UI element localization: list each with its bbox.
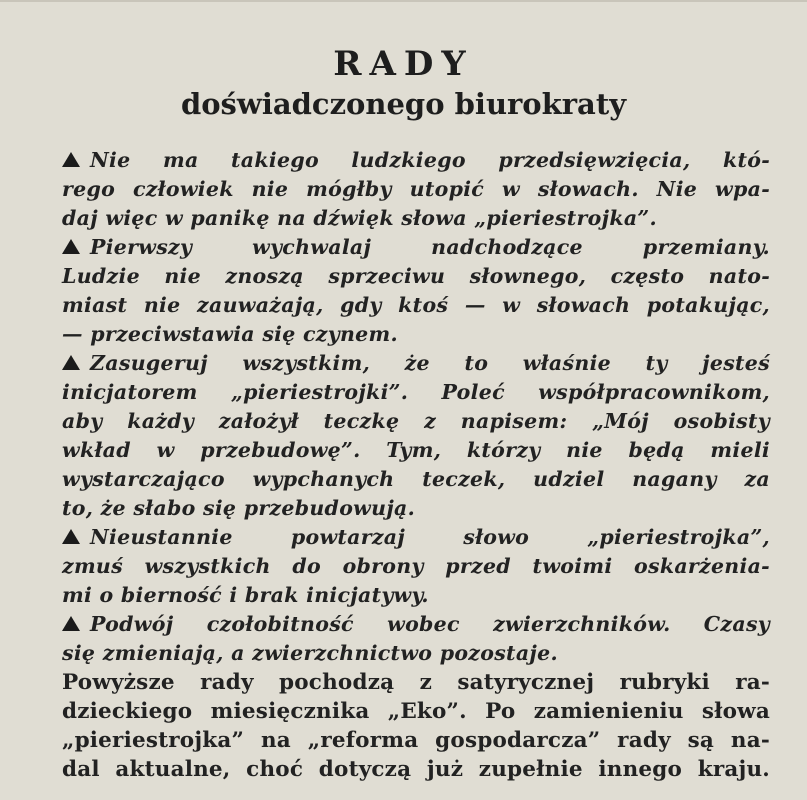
article-title: RADY <box>333 44 474 84</box>
article-subtitle: doświadczonego biurokraty <box>180 87 627 121</box>
advice-item <box>62 349 770 523</box>
text-line: rego człowiek nie mógłby utopić w słowach. Nie wpa- <box>62 177 770 201</box>
closing-note <box>62 668 770 784</box>
text-line: zmuś wszystkich do obrony przed twoimi oskarżenia- <box>62 554 770 578</box>
text-line: wystarczająco wypchanych teczek, udziel nagany za <box>62 467 770 491</box>
advice-item <box>62 523 770 610</box>
triangle-bullet-icon <box>62 529 80 544</box>
triangle-bullet-icon <box>62 355 80 370</box>
text-line: Podwój czołobitność wobec zwierzchników. Czasy <box>62 610 770 639</box>
text-line: Nieustannie powtarzaj słowo „pieriestrojka”, <box>62 523 770 552</box>
text-line: mi o bierność i brak inicjatywy. <box>62 583 429 607</box>
text-line: dal aktualne, choć dotyczą już zupełnie innego kraju. <box>62 757 770 782</box>
text-line: Zasugeruj wszystkim, że to właśnie ty jesteś <box>62 349 770 378</box>
text-line: to, że słabo się przebudowują. <box>62 496 416 520</box>
advice-item <box>62 146 770 233</box>
text-line: wkład w przebudowę”. Tym, którzy nie będą mieli <box>62 438 770 462</box>
triangle-bullet-icon <box>62 239 80 254</box>
advice-item <box>62 610 770 668</box>
text-line: — przeciwstawia się czynem. <box>62 322 398 346</box>
text-line: się zmieniają, a zwierzchnictwo pozostaje. <box>62 641 558 665</box>
text-line: Ludzie nie znoszą sprzeciwu słownego, często nato- <box>62 264 770 288</box>
text-line: aby każdy założył teczkę z napisem: „Mój osobisty <box>62 409 770 433</box>
text-line: inicjatorem „pieriestrojki”. Poleć współpracownikom, <box>62 380 770 404</box>
text-line: dzieckiego miesięcznika „Eko”. Po zamienieniu słowa <box>62 699 770 724</box>
text-line: daj więc w panikę na dźwięk słowa „pieriestrojka”. <box>62 206 657 230</box>
text-line: miast nie zauważają, gdy ktoś — w słowach potakując, <box>62 293 770 317</box>
advice-list <box>62 146 770 668</box>
triangle-bullet-icon <box>62 616 80 631</box>
triangle-bullet-icon <box>62 152 80 167</box>
advice-item <box>62 233 770 349</box>
text-line: „pieriestrojka” na „reforma gospodarcza” rady są na- <box>62 728 770 753</box>
text-line: Powyższe rady pochodzą z satyrycznej rubryki ra- <box>62 670 770 695</box>
text-line: Nie ma takiego ludzkiego przedsięwzięcia, któ- <box>62 146 770 175</box>
text-line: Pierwszy wychwalaj nadchodzące przemiany. <box>62 233 770 262</box>
